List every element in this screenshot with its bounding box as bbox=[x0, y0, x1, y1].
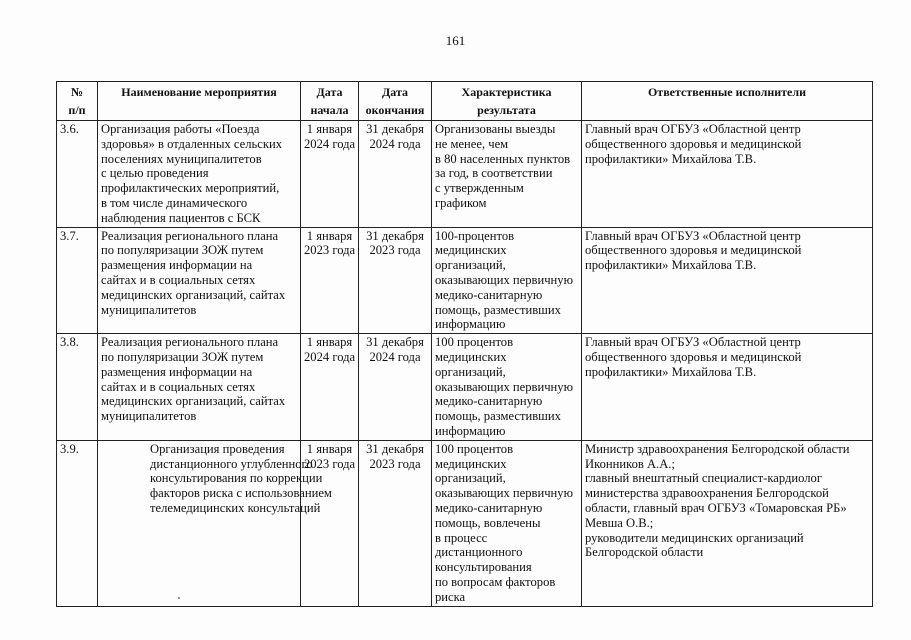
result-description-line: в процесс bbox=[435, 530, 488, 545]
end-date-line: 2023 года bbox=[369, 456, 421, 471]
responsible-persons-line: общественного здоровья и медицинской bbox=[585, 243, 802, 258]
measure-name-line: муниципалитетов bbox=[101, 409, 197, 424]
result-description-line: помощь, вовлечены bbox=[435, 515, 541, 530]
result-description-line: консультирования bbox=[435, 560, 532, 575]
end-date bbox=[359, 227, 432, 334]
measure-name bbox=[98, 334, 301, 441]
result-description-line: медицинских bbox=[435, 349, 507, 364]
start-date-line: 1 января bbox=[306, 122, 353, 136]
header-end-date: Дата окончания bbox=[359, 82, 432, 121]
measure-name-line: сайтах и в социальных сетях bbox=[101, 379, 256, 394]
responsible-persons-line: руководители медицинских организаций bbox=[585, 530, 804, 545]
result-description-line: организаций, bbox=[435, 364, 506, 379]
responsible-persons-line: профилактики» Михайлова Т.В. bbox=[585, 151, 757, 166]
result-description bbox=[432, 121, 582, 228]
result-description-line: оказывающих первичную bbox=[435, 379, 574, 394]
measure-name-line: с целью проведения bbox=[101, 166, 209, 181]
result-description-line: за год, в соответствии bbox=[435, 166, 553, 181]
table-row bbox=[57, 121, 873, 228]
measure-name-line: по популяризации ЗОЖ путем bbox=[101, 243, 264, 258]
start-date-line: 1 января bbox=[306, 228, 353, 243]
end-date-line: 31 декабря bbox=[366, 335, 424, 350]
end-date-line: 2024 года bbox=[369, 136, 421, 151]
measure-name-line: размещения информации на bbox=[101, 258, 253, 273]
responsible-persons bbox=[582, 121, 873, 228]
responsible-persons-line: Иконников А.А.; bbox=[585, 456, 675, 471]
responsible-persons-line: Белгородской области bbox=[585, 545, 704, 560]
measure-name-line: поселениях муниципалитетов bbox=[101, 151, 262, 166]
start-date-line: 1 января bbox=[306, 441, 353, 456]
result-description-line: оказывающих первичную bbox=[435, 272, 574, 287]
start-date bbox=[301, 334, 359, 441]
end-date-line: 2023 года bbox=[369, 243, 421, 258]
measure-name-line: медицинских организаций, сайтах bbox=[101, 287, 286, 302]
row-number: 3.6. bbox=[57, 121, 98, 228]
scan-speck bbox=[178, 597, 180, 599]
header-name: Наименование мероприятия bbox=[98, 82, 301, 121]
responsible-persons-line: общественного здоровья и медицинской bbox=[585, 136, 802, 151]
result-description-line: 100 процентов bbox=[435, 335, 514, 350]
responsible-persons-line: Главный врач ОГБУЗ «Областной центр bbox=[585, 122, 801, 136]
result-description-line: графиком bbox=[435, 195, 487, 210]
result-description-line: по вопросам факторов bbox=[435, 574, 556, 589]
start-date-line: 2024 года bbox=[304, 136, 356, 151]
responsible-persons bbox=[582, 334, 873, 441]
table-row bbox=[57, 440, 873, 606]
result-description-line: оказывающих первичную bbox=[435, 486, 574, 501]
row-number: 3.7. bbox=[57, 227, 98, 334]
page-number: 161 bbox=[445, 33, 466, 48]
measure-name-line: Организация работы «Поезда bbox=[101, 122, 260, 136]
result-description-line: не менее, чем bbox=[435, 136, 509, 151]
responsible-persons-line: Министр здравоохранения Белгородской области bbox=[585, 441, 850, 456]
responsible-persons-line: министерства здравоохранения Белгородской bbox=[585, 486, 829, 501]
start-date bbox=[301, 227, 359, 334]
measure-name-line: сайтах и в социальных сетях bbox=[101, 272, 256, 287]
result-description-line: организаций, bbox=[435, 258, 506, 273]
responsible-persons-line: главный внештатный специалист-кардиолог bbox=[585, 471, 823, 486]
responsible-persons-line: Главный врач ОГБУЗ «Областной центр bbox=[585, 335, 801, 350]
measure-name-line: здоровья» в отдаленных сельских bbox=[101, 136, 283, 151]
start-date bbox=[301, 121, 359, 228]
result-description-line: помощь, разместивших bbox=[435, 302, 561, 317]
end-date bbox=[359, 334, 432, 441]
result-description-line: медицинских bbox=[435, 243, 507, 258]
result-description-line: медицинских bbox=[435, 456, 507, 471]
table-row bbox=[57, 334, 873, 441]
measure-name-line: факторов риска с использованием bbox=[150, 486, 332, 501]
responsible-persons-line: профилактики» Михайлова Т.В. bbox=[585, 258, 757, 273]
responsible-persons-line: общественного здоровья и медицинской bbox=[585, 349, 802, 364]
start-date-line: 2023 года bbox=[304, 456, 356, 471]
row-number: 3.8. bbox=[57, 334, 98, 441]
measure-name-line: наблюдения пациентов с БСК bbox=[101, 210, 261, 225]
responsible-persons-line: Мевша О.В.; bbox=[585, 515, 654, 530]
measure-name-line: Организация проведения bbox=[150, 441, 285, 456]
measure-name-line: Реализация регионального плана bbox=[101, 335, 279, 350]
header-start-date: Дата начала bbox=[301, 82, 359, 121]
responsible-persons-line: профилактики» Михайлова Т.В. bbox=[585, 364, 757, 379]
measure-name-line: телемедицинских консультаций bbox=[150, 500, 321, 515]
result-description-line: 100 процентов bbox=[435, 441, 514, 456]
measure-name-line: размещения информации на bbox=[101, 364, 253, 379]
result-description-line: 100-процентов bbox=[435, 228, 515, 243]
end-date-line: 2024 года bbox=[369, 349, 421, 364]
table-header-row bbox=[57, 82, 873, 121]
result-description bbox=[432, 227, 582, 334]
start-date-line: 2023 года bbox=[304, 243, 356, 258]
result-description-line: помощь, разместивших bbox=[435, 409, 561, 424]
end-date bbox=[359, 121, 432, 228]
header-result: Характеристика результата bbox=[432, 82, 582, 121]
row-number: 3.9. bbox=[57, 440, 98, 606]
end-date-line: 31 декабря bbox=[366, 228, 424, 243]
measure-name-line: дистанционного углубленного bbox=[150, 456, 313, 471]
result-description-line: в 80 населенных пунктов bbox=[435, 151, 571, 166]
measure-name bbox=[98, 121, 301, 228]
end-date bbox=[359, 440, 432, 606]
measure-name bbox=[98, 227, 301, 334]
start-date-line: 2024 года bbox=[304, 349, 356, 364]
result-description-line: с утвержденным bbox=[435, 181, 524, 196]
result-description-line: информацию bbox=[435, 423, 506, 438]
result-description-line: медико-санитарную bbox=[435, 500, 543, 515]
result-description-line: дистанционного bbox=[435, 545, 523, 560]
responsible-persons bbox=[582, 227, 873, 334]
start-date-line: 1 января bbox=[306, 335, 353, 350]
measure-name-line: муниципалитетов bbox=[101, 302, 197, 317]
result-description-line: Организованы выезды bbox=[435, 122, 556, 136]
responsible-persons bbox=[582, 440, 873, 606]
header-responsible: Ответственные исполнители bbox=[582, 82, 873, 121]
result-description-line: организаций, bbox=[435, 471, 506, 486]
header-num: № п/п bbox=[57, 82, 98, 121]
measures-table bbox=[56, 81, 873, 607]
end-date-line: 31 декабря bbox=[366, 441, 424, 456]
result-description bbox=[432, 440, 582, 606]
result-description-line: медико-санитарную bbox=[435, 394, 543, 409]
measure-name-line: в том числе динамического bbox=[101, 195, 248, 210]
measure-name-line: по популяризации ЗОЖ путем bbox=[101, 349, 264, 364]
measure-name-line: профилактических мероприятий, bbox=[101, 181, 280, 196]
responsible-persons-line: Главный врач ОГБУЗ «Областной центр bbox=[585, 228, 801, 243]
start-date bbox=[301, 440, 359, 606]
table-row bbox=[57, 227, 873, 334]
measure-name-line: медицинских организаций, сайтах bbox=[101, 394, 286, 409]
end-date-line: 31 декабря bbox=[366, 122, 424, 136]
measure-name-line: Реализация регионального плана bbox=[101, 228, 279, 243]
result-description-line: риска bbox=[435, 589, 466, 604]
result-description bbox=[432, 334, 582, 441]
result-description-line: информацию bbox=[435, 317, 506, 332]
measure-name-line: консультирования по коррекции bbox=[150, 471, 323, 486]
result-description-line: медико-санитарную bbox=[435, 287, 543, 302]
responsible-persons-line: области, главный врач ОГБУЗ «Томаровская РБ» bbox=[585, 500, 847, 515]
